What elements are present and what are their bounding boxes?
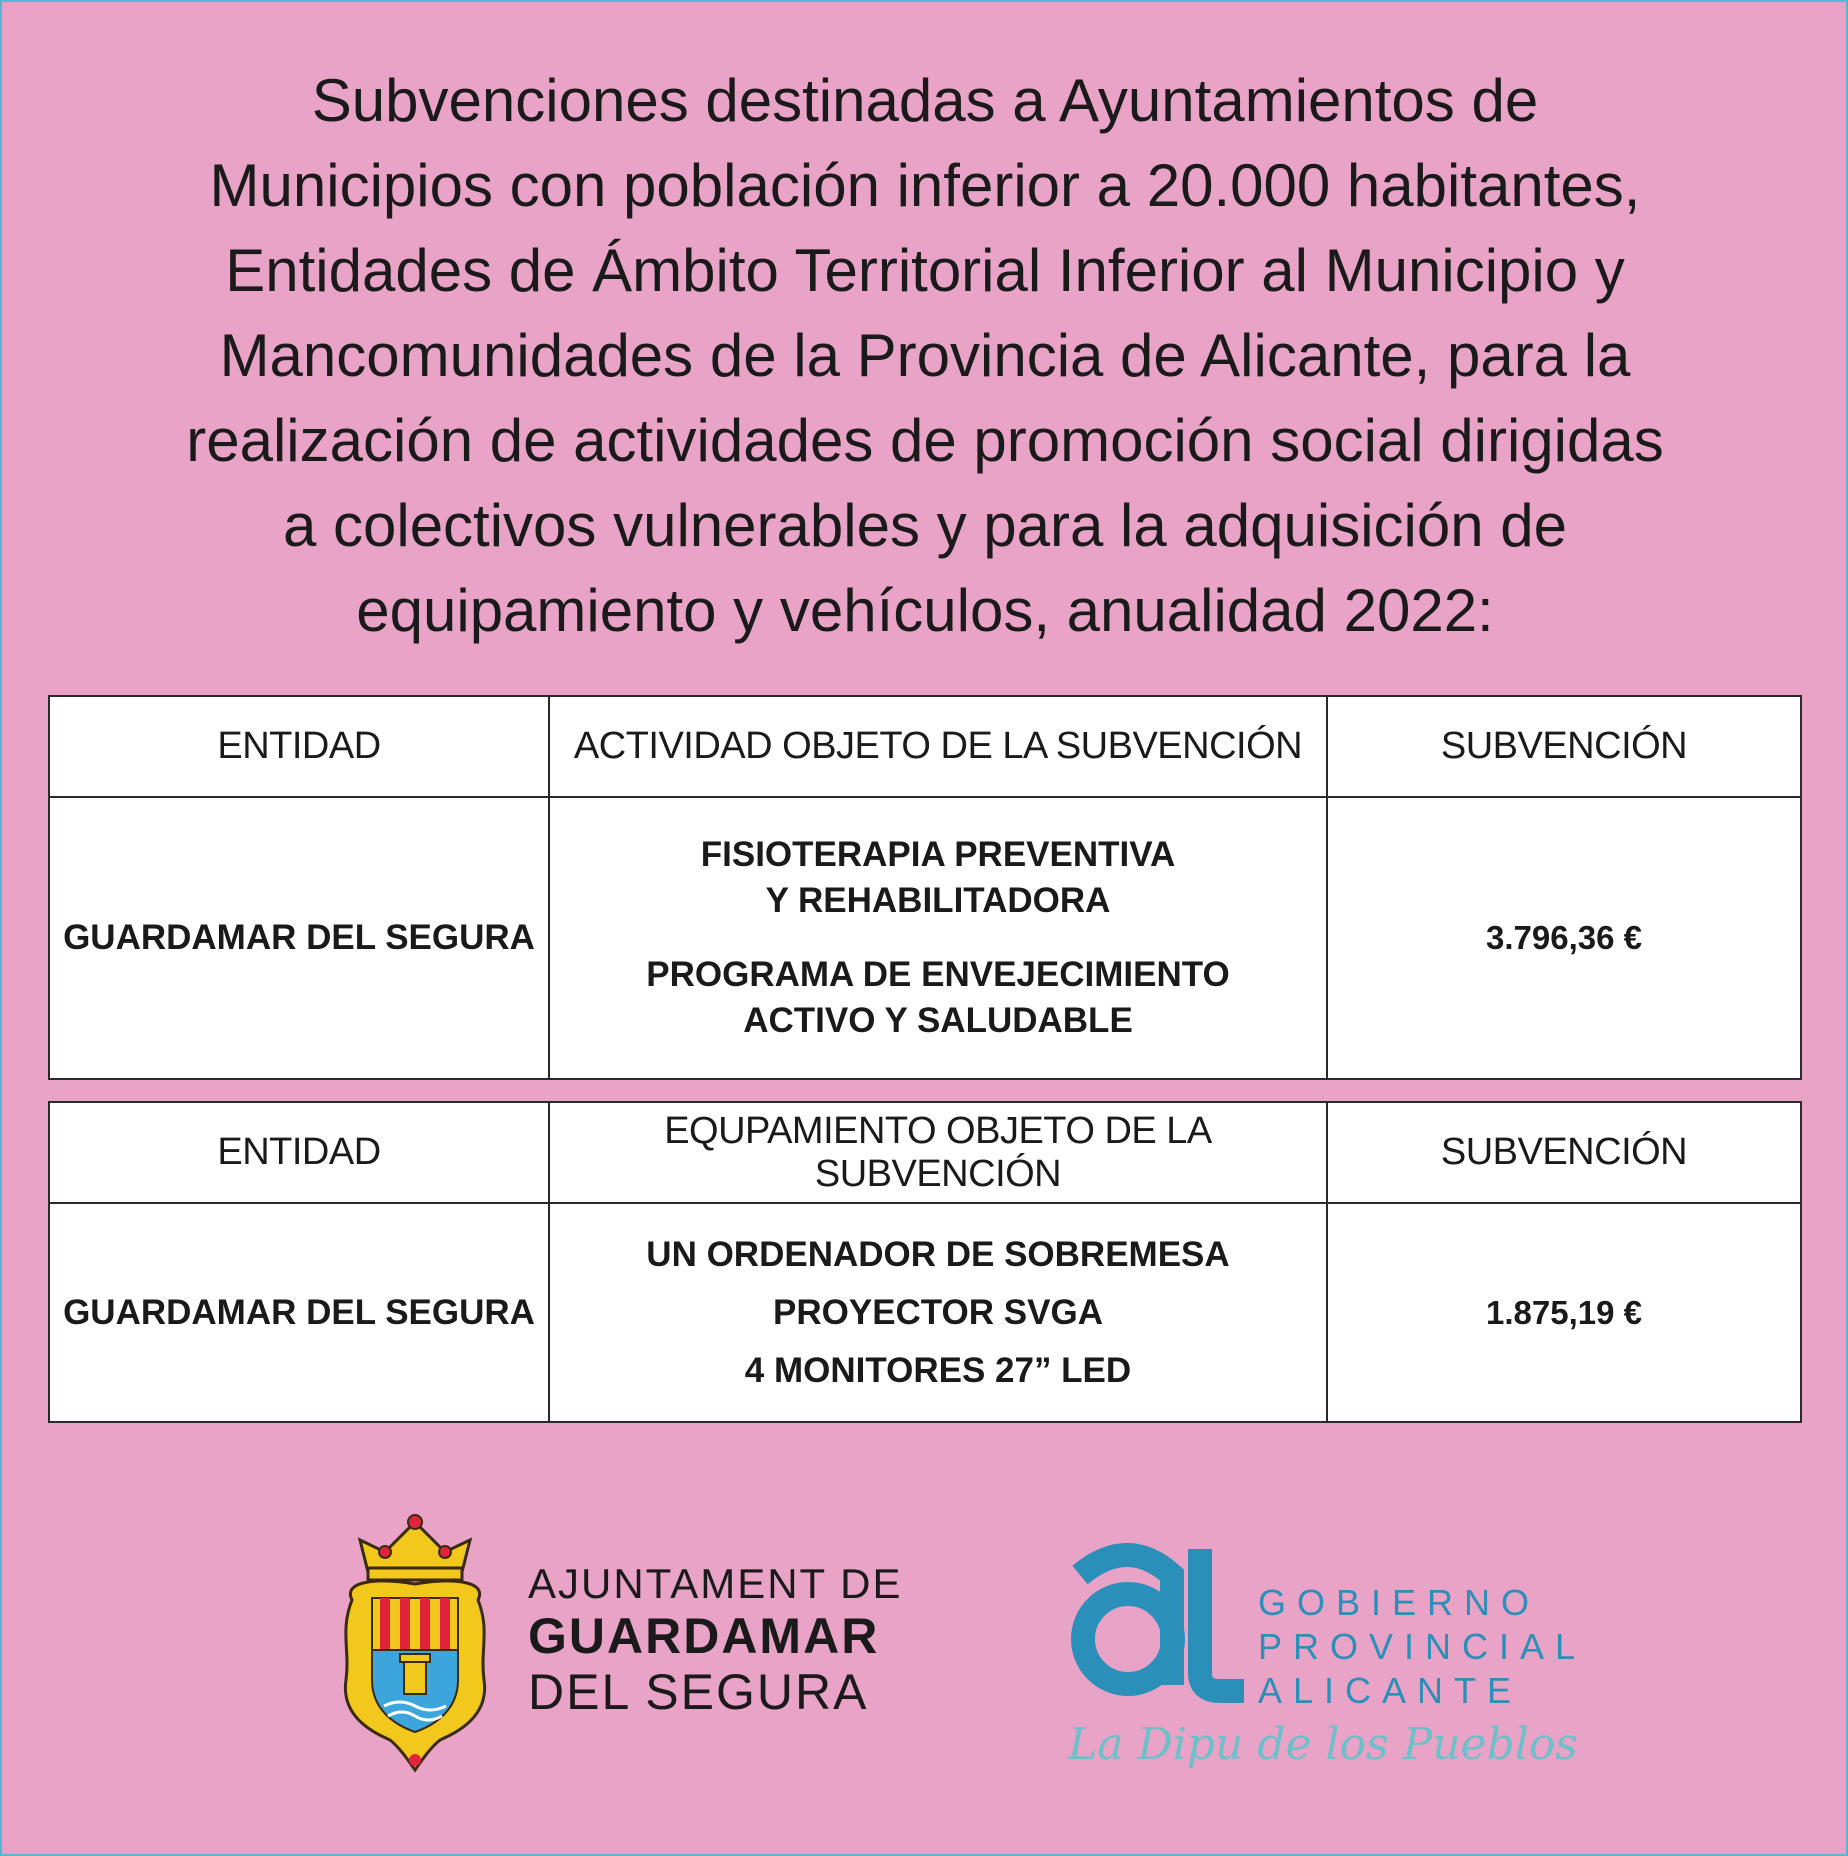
title-line: Subvenciones destinadas a Ayuntamientos de <box>311 67 1539 134</box>
entity-cell: GUARDAMAR DEL SEGURA <box>49 797 549 1079</box>
activity-item: ACTIVO Y SALUDABLE <box>743 1001 1133 1040</box>
activity-item: Y REHABILITADORA <box>765 881 1111 920</box>
title-line: Municipios con población inferior a 20.000 habitantes, <box>209 152 1641 219</box>
diputacion-wordmark <box>1258 1581 1586 1713</box>
entity-cell: GUARDAMAR DEL SEGURA <box>49 1203 549 1422</box>
guardamar-crest-icon <box>340 1510 490 1780</box>
ajuntament-line: AJUNTAMENT DE <box>528 1560 903 1607</box>
equipment-item: 4 MONITORES 27” LED <box>744 1350 1132 1390</box>
al-monogram-icon <box>1060 1535 1250 1715</box>
ajuntament-line: GUARDAMAR <box>528 1608 880 1664</box>
ajuntament-line: DEL SEGURA <box>528 1664 869 1720</box>
equipment-grant-table <box>48 1101 1802 1423</box>
ajuntament-logo <box>340 1510 920 1790</box>
header-equipment: EQUPAMIENTO OBJETO DE LA SUBVENCIÓN <box>549 1102 1327 1203</box>
diputacion-logo <box>1060 1535 1587 1805</box>
activity-cell <box>549 797 1327 1079</box>
header-entity: ENTIDAD <box>49 1102 549 1203</box>
header-subvencion: SUBVENCIÓN <box>1327 1102 1801 1203</box>
diputacion-line: PROVINCIAL <box>1258 1626 1587 1667</box>
equipment-cell <box>549 1203 1327 1422</box>
table-header-row <box>49 696 1801 797</box>
diputacion-tagline: La Dipu de los Pueblos <box>1068 1719 1578 1770</box>
equipment-item: PROYECTOR SVGA <box>773 1292 1103 1332</box>
title-line: Entidades de Ámbito Territorial Inferior al Municipio y <box>225 237 1625 304</box>
diputacion-line: ALICANTE <box>1258 1670 1523 1711</box>
activity-item: FISIOTERAPIA PREVENTIVA <box>700 835 1176 874</box>
header-activity: ACTIVIDAD OBJETO DE LA SUBVENCIÓN <box>549 696 1327 797</box>
page-title <box>80 58 1770 653</box>
ajuntament-wordmark <box>528 1560 902 1720</box>
diputacion-line: GOBIERNO <box>1258 1582 1541 1623</box>
header-entity: ENTIDAD <box>49 696 549 797</box>
amount-cell: 3.796,36 € <box>1327 797 1801 1079</box>
equipment-item: UN ORDENADOR DE SOBREMESA <box>646 1234 1230 1274</box>
activity-item: PROGRAMA DE ENVEJECIMIENTO <box>646 955 1230 994</box>
table-row <box>49 797 1801 1079</box>
title-line: realización de actividades de promoción social dirigidas <box>186 407 1664 474</box>
title-line: equipamiento y vehículos, anualidad 2022: <box>356 577 1494 644</box>
header-subvencion: SUBVENCIÓN <box>1327 696 1801 797</box>
title-line: Mancomunidades de la Provincia de Alicante, para la <box>219 322 1631 389</box>
table-row <box>49 1203 1801 1422</box>
amount-cell: 1.875,19 € <box>1327 1203 1801 1422</box>
title-line: a colectivos vulnerables y para la adquisición de <box>282 492 1568 559</box>
table-header-row <box>49 1102 1801 1203</box>
activity-grant-table <box>48 695 1802 1080</box>
